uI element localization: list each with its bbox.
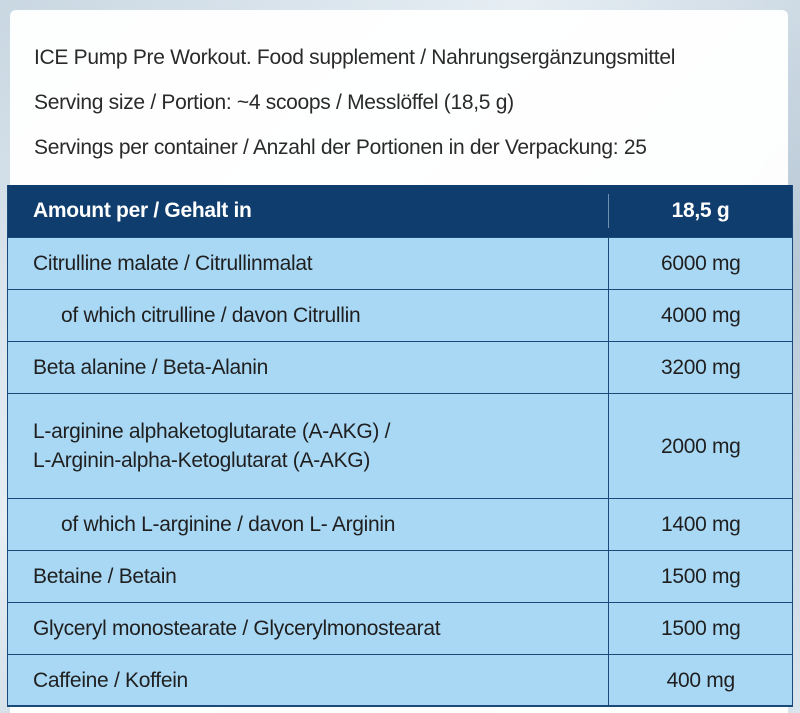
row-label: Glyceryl monostearate / Glycerylmonostearat <box>7 603 608 655</box>
row-value: 6000 mg <box>608 238 793 290</box>
table-row <box>7 603 793 655</box>
product-title: ICE Pump Pre Workout. Food supplement / Nahrungsergänzungsmittel <box>34 46 676 69</box>
table-row <box>7 394 793 499</box>
row-value: 4000 mg <box>608 290 793 342</box>
table-row <box>7 238 793 290</box>
table-row <box>7 342 793 394</box>
row-label: Caffeine / Koffein <box>7 655 608 707</box>
row-label-multiline <box>7 394 608 499</box>
table-row <box>7 655 793 707</box>
row-label: Betaine / Betain <box>7 551 608 603</box>
row-label: Citrulline malate / Citrullinmalat <box>7 238 608 290</box>
header-amount-value: 18,5 g <box>608 185 793 238</box>
servings-per-container: Servings per container / Anzahl der Portionen in der Verpackung: 25 <box>34 136 647 159</box>
table-row <box>7 551 793 603</box>
row-label-line-1: L-arginine alphaketoglutarate (A-AKG) / <box>33 420 391 443</box>
row-value: 400 mg <box>608 655 793 707</box>
row-label: Beta alanine / Beta-Alanin <box>7 342 608 394</box>
row-value: 1400 mg <box>608 499 793 551</box>
table-row <box>7 290 793 342</box>
row-value: 1500 mg <box>608 551 793 603</box>
row-label: of which L-arginine / davon L- Arginin <box>7 499 608 551</box>
header-amount-label: Amount per / Gehalt in <box>7 185 608 238</box>
row-value: 3200 mg <box>608 342 793 394</box>
serving-size: Serving size / Portion: ~4 scoops / Messlöffel (18,5 g) <box>34 91 514 114</box>
row-value: 1500 mg <box>608 603 793 655</box>
nutrition-table <box>7 185 793 707</box>
table-row <box>7 499 793 551</box>
table-header-row <box>7 185 793 238</box>
row-label-line-2: L-Arginin-alpha-Ketoglutarat (A-AKG) <box>33 449 371 472</box>
row-value: 2000 mg <box>608 394 793 499</box>
row-label: of which citrulline / davon Citrullin <box>7 290 608 342</box>
